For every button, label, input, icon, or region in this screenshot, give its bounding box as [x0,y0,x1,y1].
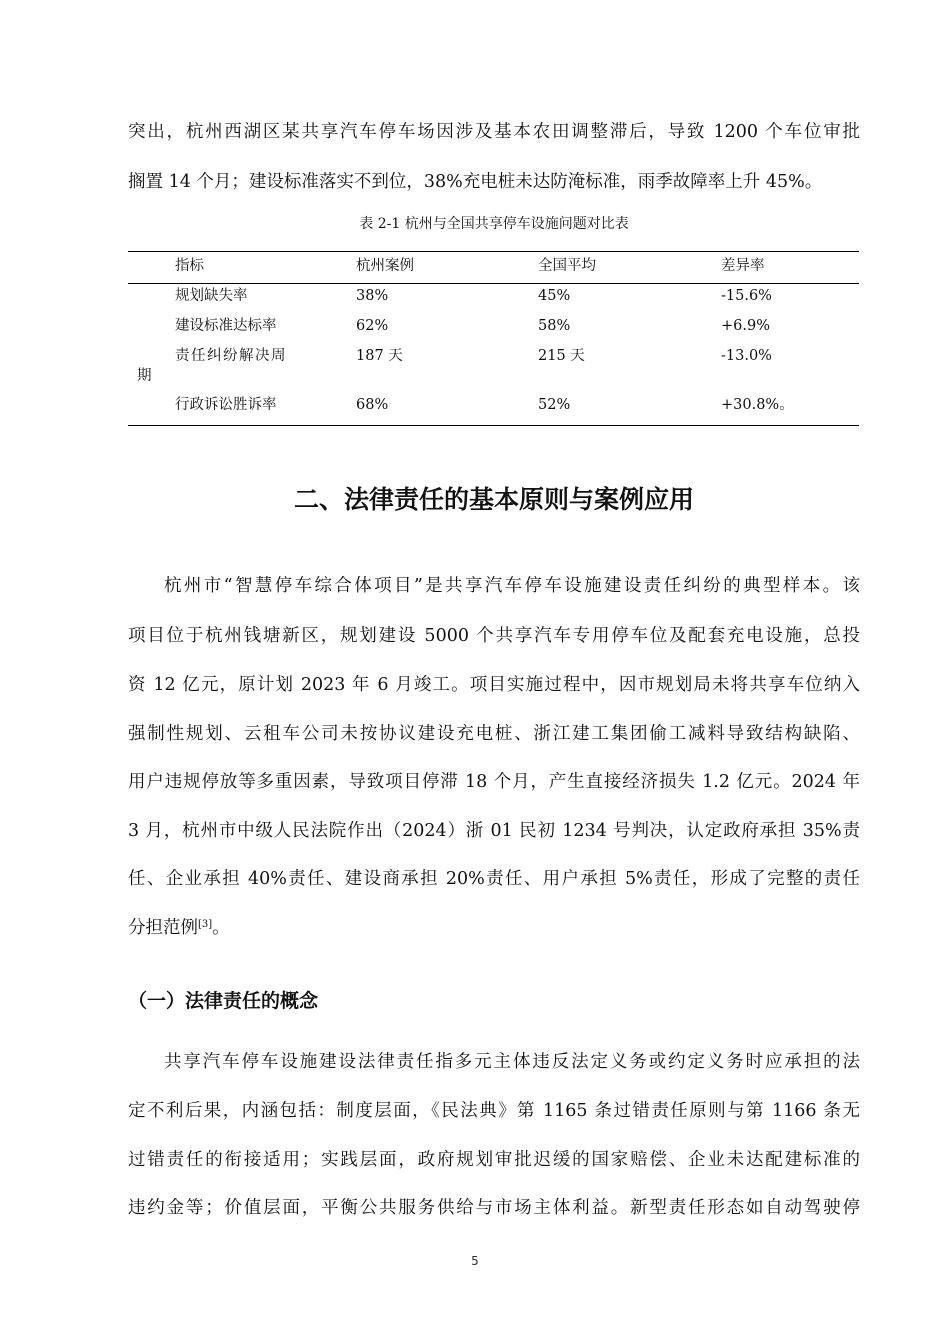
paragraph-line: 任、企业承担 40%责任、建设商承担 20%责任、用户承担 5%责任，形成了完整的责任 [128,869,860,889]
citation-ref[interactable]: [3] [198,919,213,930]
table-cell: 建设标准达标率 [175,318,277,334]
intro-line-2: 搁置 14 个月；建设标准落实不到位，38%充电桩未达防淹标准，雨季故障率上升 45%。 [128,172,823,192]
paragraph-line: 用户违规停放等多重因素，导致项目停滞 18 个月，产生直接经济损失 1.2 亿元。2024 年 [128,772,860,792]
paragraph-line: 违约金等；价值层面，平衡公共服务供给与市场主体利益。新型责任形态如自动驾驶停 [128,1198,860,1218]
paragraph-line: 杭州市“智慧停车综合体项目”是共享汽车停车设施建设责任纠纷的典型样本。该 [164,576,860,596]
paragraph-line: 过错责任的衔接适用；实践层面，政府规划审批迟缓的国家赔偿、企业未达配建标准的 [128,1150,860,1170]
table-cell: 责任纠纷解决周 [175,348,287,364]
intro-line-1: 突出，杭州西湖区某共享汽车停车场因涉及基本农田调整滞后，导致 1200 个车位审批 [128,122,860,142]
paragraph-line: 项目位于杭州钱塘新区，规划建设 5000 个共享汽车专用停车位及配套充电设施，总投 [128,626,860,646]
table-cell: 38% [356,288,389,304]
table-top-rule [128,251,859,252]
table-cell: +30.8%。 [721,397,794,413]
section-title: 二、法律责任的基本原则与案例应用 [293,485,694,514]
table-bottom-rule [128,425,859,426]
table-header-cell: 全国平均 [538,258,596,274]
table-cell: 68% [356,397,389,413]
table-header-cell: 差异率 [721,258,765,274]
paragraph-last-line [128,916,860,940]
page-number: 5 [471,1254,479,1268]
table-cell: 45% [538,288,571,304]
table-cell: 规划缺失率 [175,288,248,304]
table-cell: 58% [538,318,571,334]
table-cell: -13.0% [721,348,772,364]
table-cell: 215 天 [538,348,585,364]
table-header-cell: 指标 [175,258,204,274]
table-cell: 52% [538,397,571,413]
paragraph-line: 强制性规划、云租车公司未按协议建设充电桩、浙江建工集团偷工减料导致结构缺陷、 [128,724,860,744]
table-header-rule [128,283,859,284]
table-cell: 187 天 [356,348,403,364]
paragraph-line: 3 月，杭州市中级人民法院作出（2024）浙 01 民初 1234 号判决，认定政府承担 35%责 [128,821,860,841]
paragraph-line: 定不利后果，内涵包括：制度层面，《民法典》第 1165 条过错责任原则与第 1166 条无 [128,1101,860,1121]
paragraph-text: 分担范例 [128,918,198,938]
table-cell: 62% [356,318,389,334]
table-row-group-label: 期 [137,368,152,384]
subsection-title: （一）法律责任的概念 [128,990,319,1012]
paragraph-end: 。 [212,918,230,938]
paragraph-line: 资 12 亿元，原计划 2023 年 6 月竣工。项目实施过程中，因市规划局未将共享车位纳入 [128,675,860,695]
table-cell: 行政诉讼胜诉率 [175,397,277,413]
table-cell: -15.6% [721,288,772,304]
table-cell: +6.9% [721,318,770,334]
table-header-cell: 杭州案例 [356,258,414,274]
paragraph-line: 共享汽车停车设施建设法律责任指多元主体违反法定义务或约定义务时应承担的法 [164,1052,860,1072]
table-caption: 表 2-1 杭州与全国共享停车设施问题对比表 [359,216,629,232]
